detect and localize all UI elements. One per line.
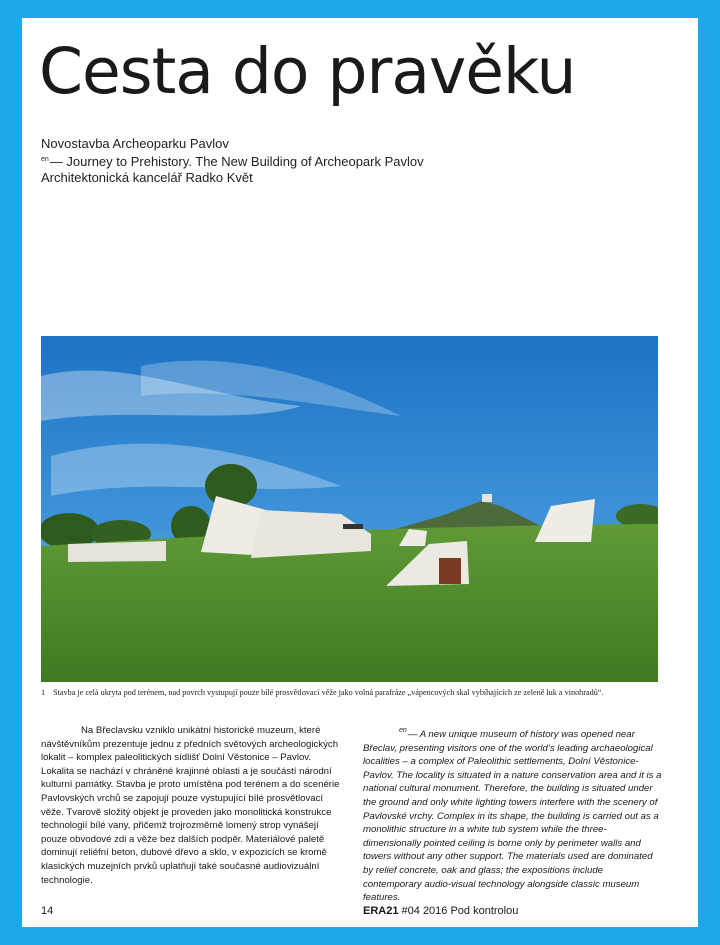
- subtitle-en: — Journey to Prehistory. The New Building of Archeopark Pavlov: [49, 154, 424, 169]
- subtitle-cz: Novostavba Archeoparku Pavlov: [41, 136, 229, 151]
- article-author: Architektonická kancelář Radko Květ: [41, 170, 253, 185]
- article-title: Cesta do pravěku: [39, 35, 576, 108]
- museum-photo: [41, 336, 658, 682]
- issue-info: #04 2016 Pod kontrolou: [401, 905, 519, 917]
- museum-photo-illustration: [41, 336, 658, 682]
- magazine-page: [22, 18, 698, 927]
- body-column-en: [363, 724, 663, 905]
- page-number: 14: [41, 905, 54, 917]
- language-marker: en: [399, 727, 407, 734]
- language-marker: en: [41, 156, 49, 163]
- photo-caption: [41, 688, 603, 697]
- body-text-cz: Na Břeclavsku vzniklo unikátní historické muzeum, které návštěvníkům prezentuje jednu z předních světových archeologických lokalit – komplex paleolitických sídlišť Dolní Věstonice – Pavlov. Lokalita se nachází v chráněné krajinné oblasti a je součástí národní kulturní památky. Stavba je proto umístěna pod terénem a do scenérie Pavlovských vrchů se zapojují pouze vystupující bílé prosvětlovací věže. Tvarově složitý objekt je proveden jako monolitická konstrukce technologií bílé vany, přičemž trojrozměrně lomený strop vynášejí pouze obvodové zdi a věže bez dalších podpěr. Materiálové paletě dominují reliéfní beton, dubové dřevo a sklo, v expozicích se kromě klasických muzejních prvků uplatňují také současné audiovizuální technologie.: [41, 725, 340, 886]
- magazine-footer: [363, 905, 518, 917]
- subtitle-en-line: [41, 152, 424, 170]
- magazine-name: ERA21: [363, 905, 399, 917]
- caption-number: 1: [41, 688, 46, 697]
- body-text-en: — A new unique museum of history was opened near Břeclav, presenting visitors one of the world’s leading archaeological localities – a complex of Paleolithic settlements, Dolní Věstonice-Pavlov. The locality is situated in a nature conservation area and it is a national cultural monument. Therefore, the building is situated under the ground and only white lighting towers interfere with the scenery of Pavlovské vrchy. Complex in its shape, the building is carried out as a monolithic structure in a white tub system while the three-dimensionally pointed ceiling is borne only by perimeter walls and towers without any other support. The materials used are dominated by relief concrete, oak and glass; the expositions include contemporary audio-visual technology alongside classic museum features.: [363, 729, 662, 904]
- body-text-en-paragraph: [363, 724, 663, 905]
- body-column-cz: [41, 724, 341, 887]
- caption-text: Stavba je celá ukryta pod terénem, nad povrch vystupují pouze bílé prosvětlovací věže jako volná parafráze „vápencových skal vybíhajících ze zeleně luk a vinohradů“.: [53, 688, 604, 697]
- article-subhead: [41, 136, 424, 186]
